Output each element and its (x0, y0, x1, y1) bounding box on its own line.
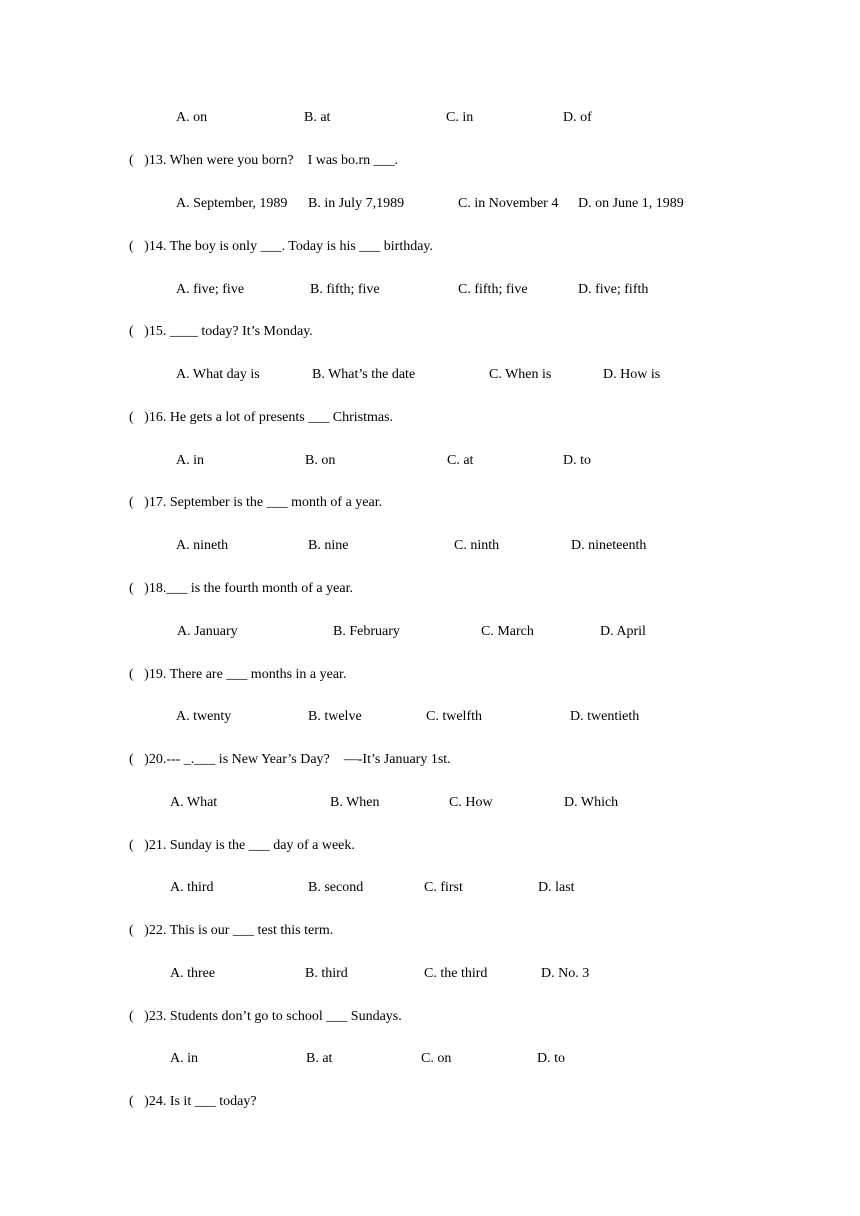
answer-option: B. fifth; five (310, 282, 380, 297)
answer-option: C. first (424, 880, 463, 895)
answer-options-row (0, 194, 860, 214)
question-text: ( )24. Is it ___ today? (129, 1094, 257, 1109)
answer-option: D. to (537, 1051, 565, 1066)
answer-option: B. at (304, 110, 331, 125)
answer-option: C. in (446, 110, 474, 125)
answer-option: D. No. 3 (541, 966, 590, 981)
answer-option: D. last (538, 880, 575, 895)
answer-option: A. third (170, 880, 214, 895)
answer-option: D. of (563, 110, 592, 125)
answer-option: A. September, 1989 (176, 196, 288, 211)
answer-option: A. twenty (176, 709, 232, 724)
answer-option: D. Which (564, 795, 619, 810)
answer-option: A. three (170, 966, 216, 981)
answer-option: C. March (481, 624, 534, 639)
question-text: ( )20.--- _.___ is New Year’s Day? —-It’s January 1st. (129, 752, 451, 767)
answer-option: D. to (563, 453, 591, 468)
answer-options-row (0, 793, 860, 813)
answer-option: A. What (170, 795, 218, 810)
answer-option: D. April (600, 624, 646, 639)
answer-options-row (0, 1049, 860, 1069)
answer-options-row (0, 451, 860, 471)
answer-option: B. third (305, 966, 348, 981)
answer-options-row (0, 622, 860, 642)
answer-option: C. on (421, 1051, 452, 1066)
question-text: ( )14. The boy is only ___. Today is his ___ birthday. (129, 239, 434, 254)
answer-option: C. fifth; five (458, 282, 528, 297)
answer-options-row (0, 707, 860, 727)
answer-option: D. five; fifth (578, 282, 649, 297)
answer-option: B. When (330, 795, 380, 810)
answer-options-row (0, 536, 860, 556)
answer-option: C. at (447, 453, 474, 468)
answer-options-row (0, 108, 860, 128)
question-text: ( )18.___ is the fourth month of a year. (129, 581, 353, 596)
answer-option: A. nineth (176, 538, 229, 553)
answer-option: B. second (308, 880, 364, 895)
answer-option: A. in (170, 1051, 198, 1066)
answer-option: C. When is (489, 367, 552, 382)
answer-option: D. How is (603, 367, 661, 382)
answer-option: C. How (449, 795, 493, 810)
question-text: ( )23. Students don’t go to school ___ Sundays. (129, 1009, 402, 1024)
answer-option: C. ninth (454, 538, 500, 553)
answer-option: D. nineteenth (571, 538, 647, 553)
question-text: ( )13. When were you born? I was bo.rn ___. (129, 153, 399, 168)
answer-option: B. twelve (308, 709, 362, 724)
answer-option: B. at (306, 1051, 333, 1066)
answer-options-row (0, 280, 860, 300)
question-text: ( )21. Sunday is the ___ day of a week. (129, 838, 355, 853)
answer-option: B. nine (308, 538, 349, 553)
answer-option: D. on June 1, 1989 (578, 196, 684, 211)
question-text: ( )15. ____ today? It’s Monday. (129, 324, 313, 339)
answer-options-row (0, 365, 860, 385)
answer-option: C. the third (424, 966, 488, 981)
answer-option: D. twentieth (570, 709, 640, 724)
answer-options-row (0, 878, 860, 898)
answer-option: A. on (176, 110, 208, 125)
answer-option: A. in (176, 453, 204, 468)
answer-option: A. January (177, 624, 238, 639)
question-text: ( )22. This is our ___ test this term. (129, 923, 334, 938)
answer-option: B. on (305, 453, 336, 468)
answer-option: B. in July 7,1989 (308, 196, 405, 211)
answer-options-row (0, 964, 860, 984)
question-text: ( )16. He gets a lot of presents ___ Christmas. (129, 410, 394, 425)
answer-option: A. What day is (176, 367, 260, 382)
answer-option: A. five; five (176, 282, 245, 297)
question-text: ( )19. There are ___ months in a year. (129, 667, 347, 682)
answer-option: C. in November 4 (458, 196, 559, 211)
question-text: ( )17. September is the ___ month of a year. (129, 495, 383, 510)
answer-option: C. twelfth (426, 709, 482, 724)
answer-option: B. February (333, 624, 400, 639)
answer-option: B. What’s the date (312, 367, 416, 382)
